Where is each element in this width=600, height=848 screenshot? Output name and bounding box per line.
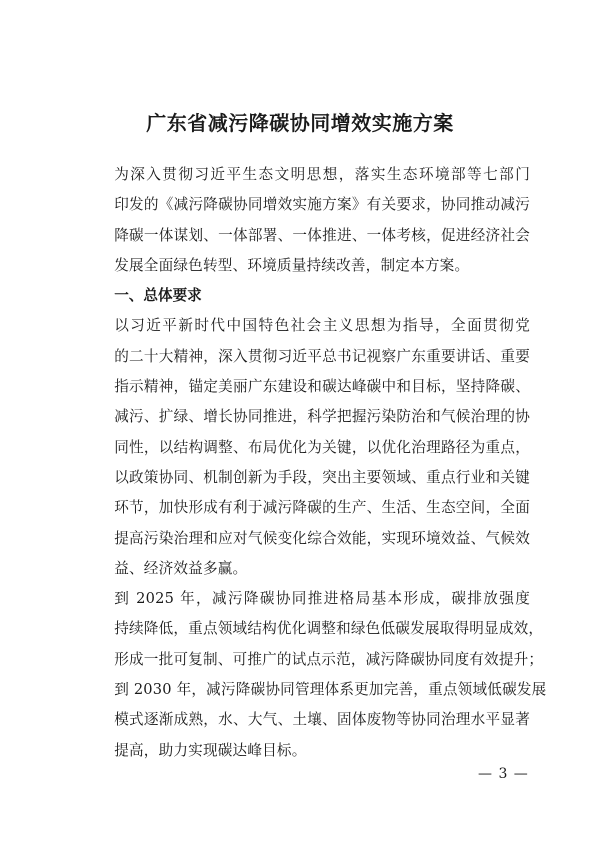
text-line: 提高，助力实现碳达峰目标。 — [114, 741, 307, 759]
text-line: 降碳一体谋划、一体部署、一体推进、一体考核，促进经济社会 — [114, 226, 530, 244]
text-line: 指示精神，锚定美丽广东建设和碳达峰碳中和目标，坚持降碳、 — [114, 378, 530, 396]
text-line: 益、经济效益多赢。 — [114, 559, 248, 577]
text-line: 到 2025 年，减污降碳协同推进格局基本形成，碳排放强度 — [114, 590, 530, 608]
document-title: 广东省减污降碳协同增效实施方案 — [146, 111, 454, 135]
text-line: 印发的《减污降碳协同增效实施方案》有关要求，协同推动减污 — [114, 196, 530, 214]
document-body — [85, 160, 547, 766]
text-line: 形成一批可复制、可推广的试点示范，减污降碳协同度有效提升； — [114, 650, 544, 668]
text-line: 持续降低，重点领域结构优化调整和绿色低碳发展取得明显成效， — [114, 620, 544, 638]
text-line: 减污、扩绿、增长协同推进，科学把握污染防治和气候治理的协 — [114, 408, 530, 426]
text-line: 以政策协同、机制创新为手段，突出主要领域、重点行业和关键 — [114, 468, 530, 486]
page-number: — 3 — — [478, 766, 529, 782]
text-line: 提高污染治理和应对气候变化综合效能，实现环境效益、气候效 — [114, 529, 530, 547]
section-heading: 一、总体要求 — [114, 287, 202, 305]
intro-paragraph — [85, 160, 530, 281]
text-line: 模式逐渐成熟，水、大气、土壤、固体废物等协同治理水平显著 — [114, 711, 530, 729]
text-line: 发展全面绿色转型、环境质量持续改善，制定本方案。 — [114, 256, 470, 274]
text-line: 以习近平新时代中国特色社会主义思想为指导，全面贯彻党 — [114, 317, 530, 335]
text-line: 的二十大精神，深入贯彻习近平总书记视察广东重要讲话、重要 — [114, 347, 530, 365]
targets-paragraph — [85, 584, 547, 766]
text-line: 同性，以结构调整、布局优化为关键，以优化治理路径为重点， — [114, 438, 530, 456]
text-line: 为深入贯彻习近平生态文明思想，落实生态环境部等七部门 — [114, 166, 530, 183]
text-line: 到 2030 年，减污降碳协同管理体系更加完善，重点领域低碳发展 — [114, 681, 547, 699]
guidance-paragraph — [85, 311, 530, 584]
text-line: 环节，加快形成有利于减污降碳的生产、生活、生态空间，全面 — [114, 499, 530, 517]
